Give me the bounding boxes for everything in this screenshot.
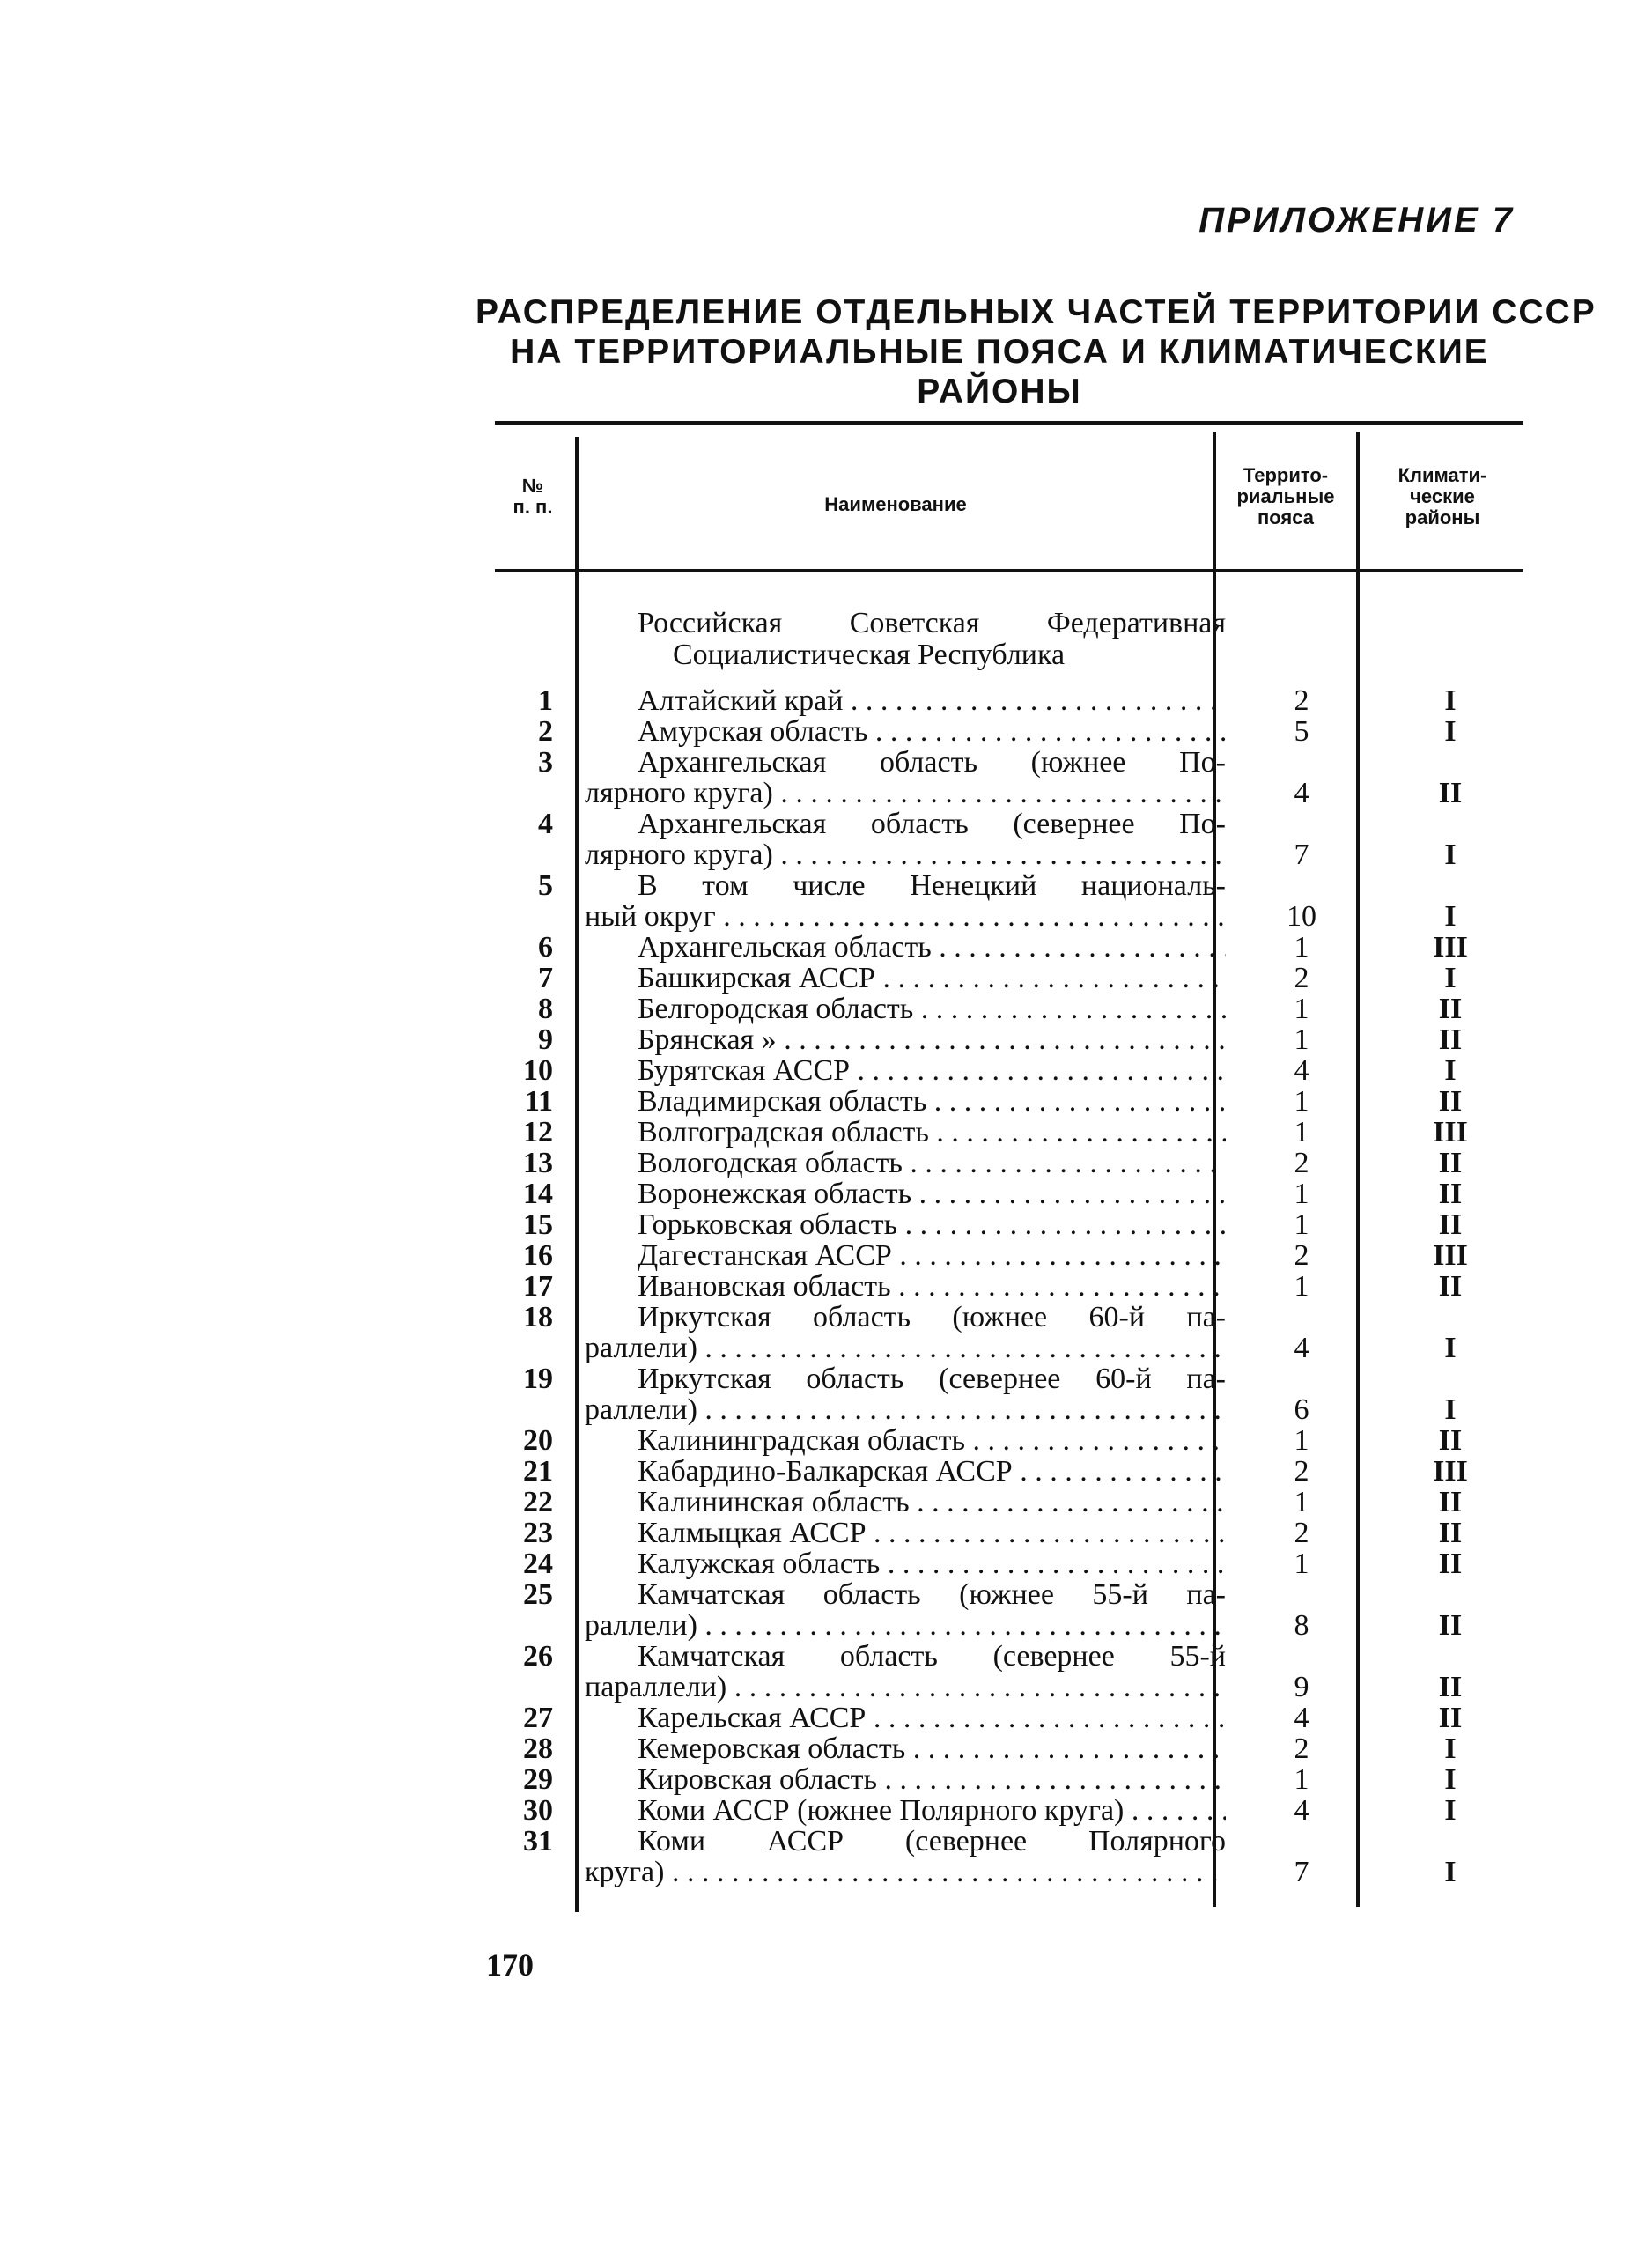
row-name bbox=[585, 1764, 1226, 1795]
row-number: 9 bbox=[538, 1023, 553, 1056]
row-zone: 4 bbox=[1294, 1054, 1309, 1087]
header-number-line-1: № bbox=[521, 475, 544, 497]
row-name bbox=[585, 1055, 1226, 1086]
row-name-line: Калужская область . . . bbox=[585, 1548, 1226, 1579]
row-name-line: Камчатская область (севернее 55-й bbox=[638, 1641, 1226, 1672]
row-name bbox=[585, 870, 1226, 932]
row-name-line: раллели) . . . bbox=[585, 1394, 1226, 1425]
row-name-line: Брянская » . . . bbox=[585, 1024, 1226, 1055]
row-name-line: Коми АССР (южнее Полярного круга) . . . bbox=[585, 1795, 1226, 1826]
row-number: 23 bbox=[523, 1517, 553, 1549]
table-row bbox=[0, 1456, 1652, 1487]
title-line-2: НА ТЕРРИТОРИАЛЬНЫЕ ПОЯСА И КЛИМАТИЧЕСКИЕ bbox=[510, 333, 1489, 371]
row-name bbox=[585, 1209, 1226, 1240]
row-name-line: Коми АССР (севернее Полярного bbox=[638, 1826, 1226, 1857]
row-climate: I bbox=[1444, 715, 1457, 748]
row-number: 1 bbox=[538, 684, 553, 717]
row-zone: 2 bbox=[1294, 1517, 1309, 1549]
row-climate: II bbox=[1438, 1424, 1463, 1457]
document-title bbox=[476, 292, 1597, 411]
row-number: 27 bbox=[523, 1702, 553, 1734]
row-number: 20 bbox=[523, 1424, 553, 1457]
row-climate: II bbox=[1438, 1609, 1463, 1642]
row-number: 31 bbox=[523, 1825, 553, 1858]
row-number: 21 bbox=[523, 1455, 553, 1488]
row-name-line: Дагестанская АССР . . . bbox=[585, 1240, 1226, 1271]
header-number bbox=[495, 476, 571, 518]
table-row bbox=[0, 963, 1652, 994]
row-number: 7 bbox=[538, 962, 553, 994]
row-zone: 1 bbox=[1294, 931, 1309, 964]
row-climate: II bbox=[1438, 1023, 1463, 1056]
row-zone: 5 bbox=[1294, 715, 1309, 748]
row-zone: 4 bbox=[1294, 1794, 1309, 1827]
table-row bbox=[0, 716, 1652, 747]
table-row bbox=[0, 1055, 1652, 1086]
row-name bbox=[585, 1117, 1226, 1148]
row-number: 17 bbox=[523, 1270, 553, 1303]
row-name bbox=[585, 1086, 1226, 1117]
row-climate: II bbox=[1438, 993, 1463, 1025]
section-heading-line-1: Российская Советская Федеративная bbox=[638, 607, 1226, 639]
header-zones-line-2: риальные bbox=[1236, 485, 1335, 507]
row-name-line: раллели) . . . bbox=[585, 1610, 1226, 1641]
table-row bbox=[0, 1487, 1652, 1518]
row-zone: 1 bbox=[1294, 1763, 1309, 1796]
table-row bbox=[0, 1579, 1652, 1641]
row-number: 25 bbox=[523, 1578, 553, 1611]
row-zone: 9 bbox=[1294, 1671, 1309, 1703]
table-row bbox=[0, 1240, 1652, 1271]
header-zones bbox=[1217, 465, 1354, 528]
row-zone: 1 bbox=[1294, 1116, 1309, 1149]
row-name-line: Иркутская область (севернее 60-й па- bbox=[638, 1363, 1226, 1394]
row-name bbox=[585, 1733, 1226, 1764]
row-zone: 1 bbox=[1294, 1548, 1309, 1580]
row-name bbox=[585, 1826, 1226, 1887]
table-row bbox=[0, 685, 1652, 716]
row-climate: II bbox=[1438, 1208, 1463, 1241]
row-zone: 2 bbox=[1294, 962, 1309, 994]
row-number: 22 bbox=[523, 1486, 553, 1518]
row-climate: I bbox=[1444, 1332, 1457, 1364]
row-name-line: Алтайский край . . . bbox=[585, 685, 1226, 716]
header-climate bbox=[1361, 465, 1523, 528]
table-row bbox=[0, 1178, 1652, 1209]
row-name-line: Белгородская область . . . bbox=[585, 994, 1226, 1024]
row-climate: II bbox=[1438, 1178, 1463, 1210]
table-top-rule bbox=[495, 421, 1523, 425]
row-zone: 2 bbox=[1294, 684, 1309, 717]
table-row bbox=[0, 1302, 1652, 1363]
row-name bbox=[585, 932, 1226, 963]
table-row bbox=[0, 932, 1652, 963]
row-climate: I bbox=[1444, 1794, 1457, 1827]
row-zone: 2 bbox=[1294, 1455, 1309, 1488]
table-header-rule bbox=[495, 569, 1523, 572]
row-name-line: Владимирская область . . . bbox=[585, 1086, 1226, 1117]
row-number: 26 bbox=[523, 1640, 553, 1673]
table-row bbox=[0, 1271, 1652, 1302]
row-number: 5 bbox=[538, 869, 553, 902]
table-row bbox=[0, 1363, 1652, 1425]
header-climate-line-1: Климати- bbox=[1398, 464, 1487, 486]
row-name-line: ный округ . . . bbox=[585, 901, 1226, 932]
row-name-line: Архангельская область . . . bbox=[585, 932, 1226, 963]
row-number: 12 bbox=[523, 1116, 553, 1149]
row-zone: 2 bbox=[1294, 1147, 1309, 1179]
row-climate: I bbox=[1444, 1856, 1457, 1888]
row-name-line: лярного круга) . . . bbox=[585, 778, 1226, 809]
row-name bbox=[585, 747, 1226, 809]
row-climate: III bbox=[1433, 931, 1468, 964]
row-name-line: Амурская область . . . bbox=[585, 716, 1226, 747]
table-row bbox=[0, 1148, 1652, 1178]
row-number: 8 bbox=[538, 993, 553, 1025]
row-climate: I bbox=[1444, 900, 1457, 933]
row-climate: II bbox=[1438, 1085, 1463, 1118]
row-name bbox=[585, 1178, 1226, 1209]
row-number: 15 bbox=[523, 1208, 553, 1241]
row-climate: II bbox=[1438, 777, 1463, 809]
row-name-line: Калининская область . . . bbox=[585, 1487, 1226, 1518]
row-name-line: параллели) . . . bbox=[585, 1672, 1226, 1703]
row-climate: I bbox=[1444, 1763, 1457, 1796]
row-climate: I bbox=[1444, 1393, 1457, 1426]
row-climate: II bbox=[1438, 1147, 1463, 1179]
header-climate-line-2: ческие bbox=[1410, 485, 1475, 507]
table-row bbox=[0, 1518, 1652, 1548]
row-number: 24 bbox=[523, 1548, 553, 1580]
appendix-label: ПРИЛОЖЕНИЕ 7 bbox=[1198, 201, 1515, 240]
row-name-line: Калмыцкая АССР . . . bbox=[585, 1518, 1226, 1548]
row-name-line: Волгоградская область . . . bbox=[585, 1117, 1226, 1148]
row-climate: I bbox=[1444, 1732, 1457, 1765]
row-name-line: Камчатская область (южнее 55-й па- bbox=[638, 1579, 1226, 1610]
table-row bbox=[0, 747, 1652, 809]
row-number: 3 bbox=[538, 746, 553, 779]
row-zone: 1 bbox=[1294, 1085, 1309, 1118]
row-name-line: Воронежская область . . . bbox=[585, 1178, 1226, 1209]
table-row bbox=[0, 1795, 1652, 1826]
row-number: 10 bbox=[523, 1054, 553, 1087]
row-number: 30 bbox=[523, 1794, 553, 1827]
row-zone: 1 bbox=[1294, 1270, 1309, 1303]
row-climate: II bbox=[1438, 1270, 1463, 1303]
row-zone: 2 bbox=[1294, 1732, 1309, 1765]
row-climate: I bbox=[1444, 684, 1457, 717]
title-line-1: РАСПРЕДЕЛЕНИЕ ОТДЕЛЬНЫХ ЧАСТЕЙ ТЕРРИТОРИИ СССР bbox=[476, 293, 1597, 331]
table-row bbox=[0, 1826, 1652, 1887]
table-row bbox=[0, 1703, 1652, 1733]
row-name bbox=[585, 1795, 1226, 1826]
row-number: 14 bbox=[523, 1178, 553, 1210]
table-row bbox=[0, 1425, 1652, 1456]
row-zone: 4 bbox=[1294, 1702, 1309, 1734]
row-name bbox=[585, 1302, 1226, 1363]
row-climate: II bbox=[1438, 1671, 1463, 1703]
header-name: Наименование bbox=[824, 493, 967, 515]
table-row bbox=[0, 809, 1652, 870]
row-zone: 8 bbox=[1294, 1609, 1309, 1642]
row-name bbox=[585, 1363, 1226, 1425]
row-climate: III bbox=[1433, 1116, 1468, 1149]
header-number-line-2: п. п. bbox=[513, 496, 553, 518]
row-zone: 1 bbox=[1294, 1208, 1309, 1241]
row-name bbox=[585, 1487, 1226, 1518]
header-zones-line-3: пояса bbox=[1257, 506, 1314, 528]
table-row bbox=[0, 1024, 1652, 1055]
row-zone: 7 bbox=[1294, 838, 1309, 871]
row-name bbox=[585, 1240, 1226, 1271]
row-number: 6 bbox=[538, 931, 553, 964]
row-climate: III bbox=[1433, 1455, 1468, 1488]
table-row bbox=[0, 870, 1652, 932]
row-climate: II bbox=[1438, 1702, 1463, 1734]
row-name-line: В том числе Ненецкий националь- bbox=[638, 870, 1226, 901]
table-row bbox=[0, 994, 1652, 1024]
row-name-line: круга) . . . bbox=[585, 1857, 1226, 1887]
row-climate: II bbox=[1438, 1486, 1463, 1518]
row-name bbox=[585, 963, 1226, 994]
row-name-line: Карельская АССР . . . bbox=[585, 1703, 1226, 1733]
row-climate: II bbox=[1438, 1517, 1463, 1549]
row-name bbox=[585, 1703, 1226, 1733]
row-climate: I bbox=[1444, 1054, 1457, 1087]
row-zone: 10 bbox=[1287, 900, 1316, 933]
row-number: 2 bbox=[538, 715, 553, 748]
row-zone: 2 bbox=[1294, 1239, 1309, 1272]
title-line-3: РАЙОНЫ bbox=[917, 373, 1082, 410]
page-number: 170 bbox=[486, 1947, 534, 1983]
row-name bbox=[585, 1024, 1226, 1055]
table-row bbox=[0, 1764, 1652, 1795]
row-name bbox=[585, 1425, 1226, 1456]
row-number: 11 bbox=[524, 1085, 553, 1118]
row-name-line: Кемеровская область . . . bbox=[585, 1733, 1226, 1764]
row-number: 4 bbox=[538, 808, 553, 840]
row-name bbox=[585, 994, 1226, 1024]
section-heading bbox=[585, 608, 1226, 671]
row-name-line: лярного круга) . . . bbox=[585, 839, 1226, 870]
row-zone: 1 bbox=[1294, 1023, 1309, 1056]
row-name-line: Башкирская АССР . . . bbox=[585, 963, 1226, 994]
row-name-line: Вологодская область . . . bbox=[585, 1148, 1226, 1178]
row-zone: 4 bbox=[1294, 777, 1309, 809]
table-row bbox=[0, 1641, 1652, 1703]
row-zone: 1 bbox=[1294, 1178, 1309, 1210]
row-name-line: раллели) . . . bbox=[585, 1333, 1226, 1363]
section-heading-line-2: Социалистическая Республика bbox=[673, 639, 1066, 671]
table-row bbox=[0, 1086, 1652, 1117]
row-name bbox=[585, 716, 1226, 747]
row-name bbox=[585, 1456, 1226, 1487]
row-number: 16 bbox=[523, 1239, 553, 1272]
row-name-line: Иркутская область (южнее 60-й па- bbox=[638, 1302, 1226, 1333]
table-row bbox=[0, 1548, 1652, 1579]
row-number: 29 bbox=[523, 1763, 553, 1796]
row-zone: 7 bbox=[1294, 1856, 1309, 1888]
row-zone: 4 bbox=[1294, 1332, 1309, 1364]
row-climate: I bbox=[1444, 838, 1457, 871]
row-zone: 1 bbox=[1294, 1424, 1309, 1457]
row-name bbox=[585, 1548, 1226, 1579]
row-name-line: Архангельская область (севернее По- bbox=[638, 809, 1226, 839]
row-name bbox=[585, 685, 1226, 716]
row-climate: II bbox=[1438, 1548, 1463, 1580]
row-number: 13 bbox=[523, 1147, 553, 1179]
row-name-line: Архангельская область (южнее По- bbox=[638, 747, 1226, 778]
row-name bbox=[585, 1518, 1226, 1548]
row-zone: 1 bbox=[1294, 1486, 1309, 1518]
row-climate: I bbox=[1444, 962, 1457, 994]
header-climate-line-3: районы bbox=[1405, 506, 1480, 528]
row-name bbox=[585, 809, 1226, 870]
row-name bbox=[585, 1148, 1226, 1178]
table-row bbox=[0, 1209, 1652, 1240]
header-zones-line-1: Террито- bbox=[1243, 464, 1329, 486]
row-zone: 1 bbox=[1294, 993, 1309, 1025]
table-row bbox=[0, 1733, 1652, 1764]
row-climate: III bbox=[1433, 1239, 1468, 1272]
row-zone: 6 bbox=[1294, 1393, 1309, 1426]
row-name-line: Кировская область . . . bbox=[585, 1764, 1226, 1795]
row-number: 28 bbox=[523, 1732, 553, 1765]
row-name bbox=[585, 1579, 1226, 1641]
row-name bbox=[585, 1641, 1226, 1703]
row-number: 19 bbox=[523, 1363, 553, 1395]
row-name-line: Бурятская АССР . . . bbox=[585, 1055, 1226, 1086]
table-row bbox=[0, 1117, 1652, 1148]
row-number: 18 bbox=[523, 1301, 553, 1333]
row-name-line: Калининградская область . . . bbox=[585, 1425, 1226, 1456]
row-name-line: Кабардино-Балкарская АССР . . . bbox=[585, 1456, 1226, 1487]
row-name-line: Горьковская область . . . bbox=[585, 1209, 1226, 1240]
row-name-line: Ивановская область . . . bbox=[585, 1271, 1226, 1302]
row-name bbox=[585, 1271, 1226, 1302]
